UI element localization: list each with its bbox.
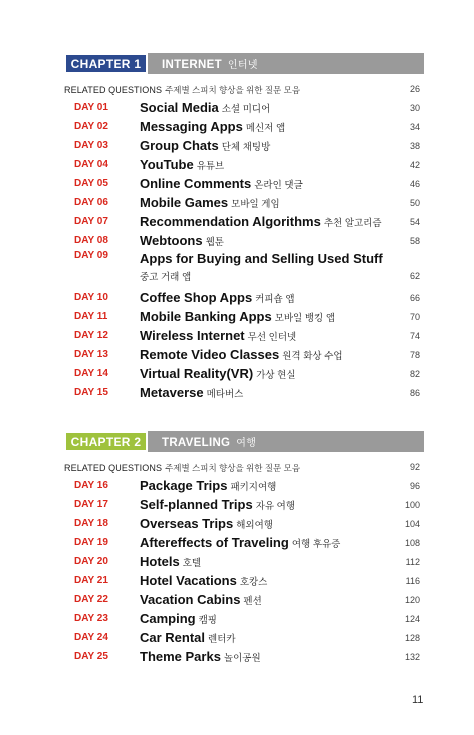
entry-title-ko: 원격 화상 수업	[282, 351, 343, 362]
chapter-title	[162, 434, 256, 449]
entry-title	[140, 611, 217, 626]
day-label: DAY 17	[74, 499, 108, 510]
entry-title-ko: 가상 현실	[256, 370, 296, 381]
toc-entry[interactable]	[64, 288, 424, 307]
related-questions-label: RELATED QUESTIONS	[64, 85, 163, 95]
entry-title-en: Wireless Internet	[140, 328, 245, 343]
toc-entry[interactable]	[64, 364, 424, 383]
page-ref: 30	[409, 102, 420, 113]
entry-title-ko: 캠핑	[198, 615, 217, 626]
entry-title-ko: 커피숍 앱	[255, 294, 295, 305]
chapter-header-bar	[64, 53, 424, 74]
chapter-number: CHAPTER 2	[64, 431, 148, 452]
entry-title	[140, 176, 303, 191]
toc-entry[interactable]	[64, 117, 424, 136]
entry-title-ko: 온라인 댓글	[254, 180, 303, 191]
page-ref: 86	[409, 387, 420, 398]
entry-title-en: Remote Video Classes	[140, 347, 280, 362]
entry-title-en: Group Chats	[140, 138, 219, 153]
entry-title	[140, 573, 267, 588]
day-list	[64, 98, 424, 402]
related-questions-row[interactable]	[64, 462, 424, 476]
toc-entry[interactable]	[64, 533, 424, 552]
day-list	[64, 476, 424, 666]
day-label: DAY 09	[74, 250, 108, 261]
entry-title-en: Mobile Games	[140, 195, 229, 210]
page-ref: 116	[405, 575, 420, 586]
entry-title-en: Theme Parks	[140, 649, 221, 664]
page-ref: 34	[409, 121, 420, 132]
entry-title-ko: 유튜브	[196, 161, 225, 172]
day-label: DAY 14	[74, 368, 108, 379]
page-ref: 70	[409, 311, 420, 322]
entry-title	[140, 119, 285, 134]
toc-entry[interactable]	[64, 345, 424, 364]
page-ref: 54	[409, 216, 420, 227]
entry-title-ko: 단체 채팅방	[221, 142, 271, 153]
page-ref: 124	[404, 613, 420, 624]
related-questions-ko: 주제별 스피치 향상을 위한 질문 모음	[165, 463, 301, 473]
entry-title-en: Car Rental	[140, 630, 206, 645]
day-label: DAY 05	[74, 178, 108, 189]
entry-title	[140, 157, 224, 172]
entry-title	[140, 233, 224, 248]
toc-entry[interactable]	[64, 231, 424, 250]
entry-title-en: Webtoons	[140, 233, 203, 248]
entry-title-en: Recommendation Algorithms	[140, 214, 321, 229]
entry-title-en: YouTube	[140, 157, 194, 172]
day-label: DAY 22	[74, 594, 108, 605]
page-ref: 108	[404, 537, 420, 548]
related-questions-row[interactable]	[64, 84, 424, 98]
day-label: DAY 11	[74, 311, 108, 322]
day-label: DAY 01	[74, 102, 108, 113]
page-ref: 38	[409, 140, 420, 151]
toc-entry[interactable]	[64, 174, 424, 193]
page-ref: 50	[409, 197, 420, 208]
entry-title-ko: 놀이공원	[223, 653, 261, 664]
related-questions-ko: 주제별 스피치 향상을 위한 질문 모음	[165, 85, 301, 95]
page-ref: 104	[404, 518, 420, 529]
day-label: DAY 07	[74, 216, 108, 227]
entry-title-ko: 무선 인터넷	[247, 332, 297, 343]
page-ref: 112	[405, 556, 420, 567]
chapter-2-section	[64, 431, 424, 666]
entry-title-en: Vacation Cabins	[140, 592, 241, 607]
page-ref: 92	[409, 462, 420, 472]
entry-title-en: Virtual Reality(VR)	[140, 366, 254, 381]
entry-title-ko: 중고 거래 앱	[140, 272, 192, 283]
page-ref: 74	[409, 330, 420, 341]
entry-title-ko: 웹툰	[205, 237, 224, 248]
entry-title	[140, 497, 295, 512]
day-label: DAY 13	[74, 349, 108, 360]
entry-title-ko: 메타버스	[206, 389, 244, 400]
chapter-header-bar	[64, 431, 424, 452]
toc-entry[interactable]	[64, 326, 424, 345]
day-label: DAY 08	[74, 235, 108, 246]
entry-title-ko: 호캉스	[239, 577, 268, 588]
day-label: DAY 19	[74, 537, 108, 548]
toc-entry[interactable]	[64, 307, 424, 326]
page-ref: 100	[404, 499, 420, 510]
entry-title-en: Online Comments	[140, 176, 252, 191]
toc-entry[interactable]	[64, 628, 424, 647]
entry-title	[140, 138, 270, 153]
entry-title-ko: 여행 후유증	[291, 539, 341, 550]
chapter-title-en: INTERNET	[162, 59, 222, 71]
toc-entry[interactable]	[64, 571, 424, 590]
related-questions-label: RELATED QUESTIONS	[64, 463, 163, 473]
entry-title	[140, 328, 296, 343]
day-label: DAY 03	[74, 140, 108, 151]
day-label: DAY 23	[74, 613, 108, 624]
toc-entry[interactable]	[64, 514, 424, 533]
toc-entry[interactable]	[64, 476, 424, 495]
entry-title-ko: 메신저 앱	[245, 123, 286, 134]
entry-title-en: Overseas Trips	[140, 516, 234, 531]
entry-title	[140, 100, 270, 115]
toc-entry[interactable]	[64, 98, 424, 117]
toc-entry[interactable]	[64, 590, 424, 609]
entry-title	[140, 478, 276, 493]
entry-title-ko: 소셜 미디어	[221, 104, 271, 115]
day-label: DAY 15	[74, 387, 108, 398]
page-ref: 120	[404, 594, 420, 605]
chapter-title-ko: 여행	[236, 438, 257, 449]
entry-title-en: Mobile Banking Apps	[140, 309, 272, 324]
day-label: DAY 06	[74, 197, 108, 208]
day-label: DAY 24	[74, 632, 108, 643]
entry-title	[140, 385, 243, 400]
entry-title	[140, 516, 273, 531]
entry-title	[140, 195, 280, 210]
chapter-title-ko: 인터넷	[227, 60, 258, 71]
entry-title	[140, 630, 236, 645]
day-label: DAY 21	[74, 575, 108, 586]
toc-entry[interactable]	[64, 212, 424, 231]
entry-title	[140, 214, 382, 229]
toc-entry[interactable]	[64, 647, 424, 666]
entry-title-en: Messaging Apps	[140, 119, 243, 134]
chapter-title-en: TRAVELING	[162, 437, 231, 449]
chapter-number: CHAPTER 1	[64, 53, 148, 74]
entry-title	[140, 309, 335, 324]
chapter-1-section	[64, 53, 424, 402]
day-label: DAY 20	[74, 556, 108, 567]
toc-entry[interactable]	[64, 609, 424, 628]
entry-title	[140, 592, 262, 607]
entry-title	[140, 347, 343, 362]
toc-entry[interactable]	[64, 193, 424, 212]
entry-title-en: Apps for Buying and Selling Used Stuff	[140, 251, 383, 266]
entry-title-en: Camping	[140, 611, 196, 626]
page-ref: 62	[409, 271, 420, 281]
entry-title	[140, 535, 340, 550]
toc-entry[interactable]	[64, 250, 424, 288]
toc-entry[interactable]	[64, 552, 424, 571]
entry-title-en: Package Trips	[140, 478, 228, 493]
day-label: DAY 25	[74, 651, 108, 662]
entry-title-en: Metaverse	[140, 385, 204, 400]
day-label: DAY 16	[74, 480, 108, 491]
entry-title	[140, 554, 201, 569]
page-ref: 82	[409, 368, 420, 379]
day-label: DAY 02	[74, 121, 108, 132]
entry-title-ko: 모바일 게임	[231, 199, 280, 210]
toc-entry[interactable]	[64, 136, 424, 155]
page-ref: 128	[404, 632, 420, 643]
entry-title-ko: 호텔	[182, 558, 202, 569]
page-ref: 66	[409, 292, 420, 303]
entry-title-ko: 추천 알고리즘	[323, 218, 382, 229]
entry-title-en: Hotels	[140, 554, 180, 569]
page-ref: 58	[409, 235, 420, 246]
entry-title	[140, 649, 261, 664]
entry-title	[140, 250, 383, 286]
page-ref: 78	[409, 349, 420, 360]
page-number: 11	[412, 694, 424, 706]
page-ref: 46	[409, 178, 420, 189]
toc-entry[interactable]	[64, 155, 424, 174]
day-label: DAY 18	[74, 518, 108, 529]
entry-title	[140, 366, 296, 381]
page-ref: 132	[404, 651, 420, 662]
entry-title	[140, 290, 295, 305]
entry-title-en: Self-planned Trips	[140, 497, 253, 512]
toc-entry[interactable]	[64, 383, 424, 402]
entry-title-ko: 해외여행	[236, 520, 273, 531]
entry-title-en: Hotel Vacations	[140, 573, 237, 588]
chapter-title	[162, 56, 258, 71]
page-ref: 26	[409, 84, 420, 94]
day-label: DAY 12	[74, 330, 108, 341]
day-label: DAY 10	[74, 292, 108, 303]
entry-title-ko: 자유 여행	[255, 501, 296, 512]
page-ref: 96	[409, 480, 420, 491]
entry-title-en: Coffee Shop Apps	[140, 290, 253, 305]
entry-title-ko: 펜션	[243, 596, 262, 607]
entry-title-ko: 렌터카	[208, 634, 236, 645]
entry-title-en: Social Media	[140, 100, 219, 115]
entry-title-ko: 모바일 뱅킹 앱	[274, 313, 336, 324]
toc-entry[interactable]	[64, 495, 424, 514]
entry-title-en: Aftereffects of Traveling	[140, 535, 289, 550]
entry-title-ko: 패키지여행	[230, 482, 277, 493]
day-label: DAY 04	[74, 159, 108, 170]
page-ref: 42	[409, 159, 420, 170]
